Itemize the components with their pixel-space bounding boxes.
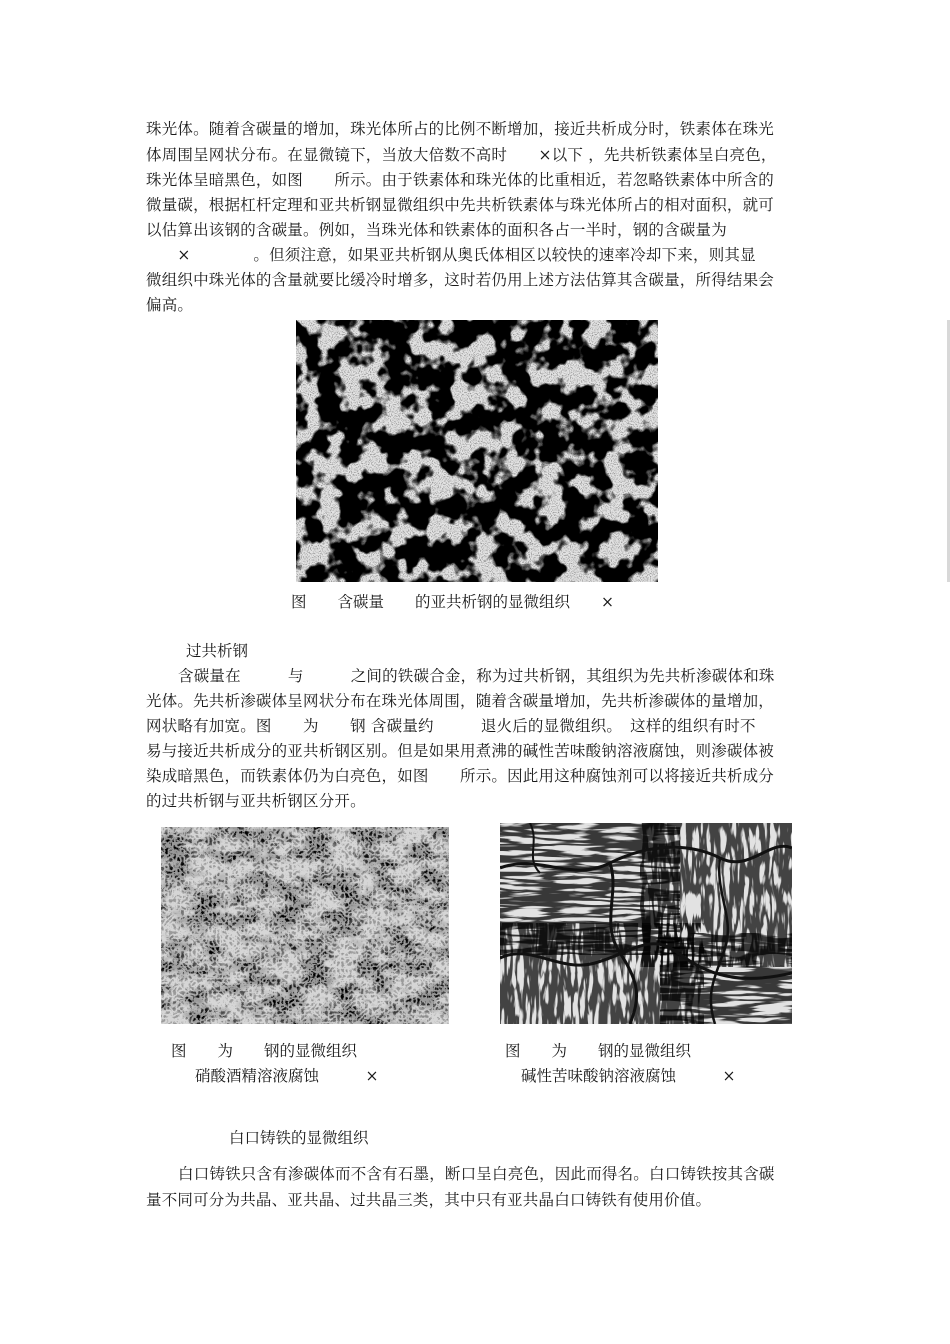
figure-caption: 图 为 钢的显微组织 — [505, 1042, 692, 1060]
micrograph-picrate-etch-image — [500, 823, 792, 1024]
paragraph-line: 量不同可分为共晶、亚共晶、过共晶三类，其中只有亚共晶白口铸铁有使用价值。 — [146, 1191, 712, 1209]
paragraph-line: 染成暗黑色，而铁素体仍为白亮色，如图 所示。因此用这种腐蚀剂可以将接近共析成分 — [146, 767, 775, 785]
paragraph-line: × 。但须注意，如果亚共析钢从奥氏体相区以较快的速率冷却下来，则其显 — [146, 246, 756, 264]
micrograph-ferrite-pearlite — [296, 320, 658, 582]
paragraph-line: 的过共析钢与亚共析钢区分开。 — [146, 792, 366, 810]
figure-caption: 碱性苦味酸钠溶液腐蚀 × — [521, 1067, 736, 1085]
paragraph-line: 微组织中珠光体的含量就要比缓冷时增多，这时若仍用上述方法估算其含碳量，所得结果会 — [146, 271, 775, 289]
figure-caption: 图 为 钢的显微组织 — [171, 1042, 358, 1060]
paragraph-line: 易与接近共析成分的亚共析钢区别。但是如果用煮沸的碱性苦味酸钠溶液腐蚀，则渗碳体被 — [146, 742, 775, 760]
section-heading: 白口铸铁的显微组织 — [229, 1129, 369, 1147]
micrograph-nital-etch — [161, 827, 449, 1024]
paragraph-line: 网状略有加宽。图 为 钢 含碳量约 退火后的显微组织。 这样的组织有时不 — [146, 717, 756, 735]
micrograph-nital-etch-image — [161, 827, 449, 1024]
micrograph-ferrite-pearlite-image — [296, 320, 658, 582]
micrograph-picrate-etch — [500, 823, 792, 1024]
paragraph-line: 偏高。 — [146, 296, 194, 314]
section-heading: 过共析钢 — [186, 642, 249, 660]
figure-caption: 硝酸酒精溶液腐蚀 × — [195, 1067, 379, 1085]
figure-caption: 图 含碳量 的亚共析钢的显微组织 × — [291, 593, 614, 611]
paragraph-line: 珠光体。随着含碳量的增加，珠光体所占的比例不断增加，接近共析成分时，铁素体在珠光 — [146, 120, 775, 138]
paragraph-line: 以估算出该钢的含碳量。例如，当珠光体和铁素体的面积各占一半时，钢的含碳量为 — [146, 221, 727, 239]
paragraph-line: 含碳量在 与 之间的铁碳合金，称为过共析钢，其组织为先共析渗碳体和珠 — [178, 667, 775, 685]
paragraph-line: 珠光体呈暗黑色，如图 所示。由于铁素体和珠光体的比重相近，若忽略铁素体中所含的 — [146, 171, 775, 189]
paragraph-line: 光体。先共析渗碳体呈网状分布在珠光体周围，随着含碳量增加，先共析渗碳体的量增加， — [146, 692, 775, 710]
paragraph-line: 微量碳，根据杠杆定理和亚共析钢显微组织中先共析铁素体与珠光体所占的相对面积，就可 — [146, 196, 775, 214]
paragraph-line: 白口铸铁只含有渗碳体而不含有石墨，断口呈白亮色，因此而得名。白口铸铁按其含碳 — [178, 1165, 775, 1183]
paragraph-line: 体周围呈网状分布。在显微镜下，当放大倍数不高时 ×以下 ，先共析铁素体呈白亮色， — [146, 146, 777, 164]
